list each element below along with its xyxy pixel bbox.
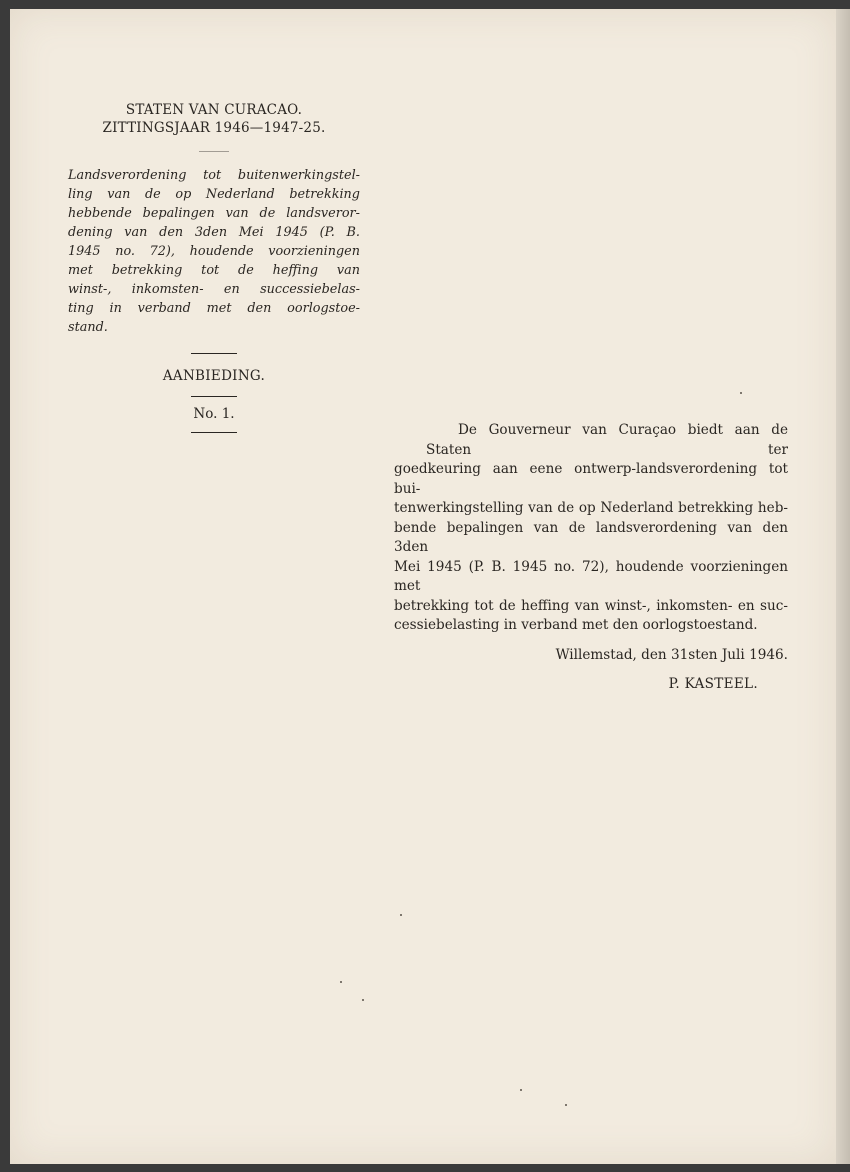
paper-speck — [362, 999, 364, 1001]
body-line: betrekking tot de heffing van winst-, inkomsten- en suc- — [394, 597, 788, 614]
divider — [191, 353, 237, 354]
paper-speck — [740, 392, 742, 394]
section-title: AANBIEDING. — [162, 368, 266, 384]
left-column — [68, 101, 360, 433]
divider — [191, 432, 237, 433]
body-line: Mei 1945 (P. B. 1945 no. 72), houdende voorzieningen met — [394, 558, 788, 594]
signatory: P. KASTEEL. — [668, 676, 758, 692]
subject-line: dening van den 3den Mei 1945 (P. B. — [68, 225, 360, 240]
subject-line: 1945 no. 72), houdende voorzieningen — [68, 244, 360, 259]
subject-line: hebbende bepalingen van de landsveror- — [68, 206, 360, 221]
paper-speck — [520, 1089, 522, 1091]
header-line-1: STATEN VAN CURACAO. — [125, 102, 303, 118]
place-date: Willemstad, den 31sten Juli 1946. — [555, 646, 788, 663]
subject-line: ling van de op Nederland betrekking — [68, 187, 360, 202]
body-line: goedkeuring aan eene ontwerp-landsverordening tot bui- — [394, 461, 788, 497]
paper-speck — [565, 1104, 567, 1106]
paper-speck — [400, 914, 402, 916]
subject-line: ting in verband met den oorlogstoe- — [68, 301, 360, 316]
divider — [191, 396, 237, 397]
faint-divider — [199, 151, 229, 152]
body-line: tenwerkingstelling van de op Nederland betrekking heb- — [394, 500, 788, 516]
subject-title — [68, 166, 360, 337]
body-paragraph — [394, 421, 788, 636]
subject-line: met betrekking tot de heffing van — [68, 263, 360, 278]
header-line-2: ZITTINGSJAAR 1946—1947-25. — [102, 120, 326, 136]
subject-line: winst-, inkomsten- en successiebelas- — [68, 282, 360, 297]
document-header — [68, 101, 360, 137]
page-edge — [836, 9, 850, 1164]
right-column — [394, 421, 788, 695]
body-line: bende bepalingen van de landsverordening van den 3den — [394, 519, 788, 555]
paper-speck — [340, 981, 342, 983]
document-number: No. 1. — [193, 406, 235, 422]
body-line: De Gouverneur van Curaçao biedt aan de Staten ter — [426, 422, 788, 458]
body-line: cessiebelasting in verband met den oorlogstoestand. — [394, 617, 758, 633]
subject-line: Landsverordening tot buitenwerkingstel- — [68, 168, 360, 183]
subject-line: stand. — [68, 320, 108, 335]
document-page — [10, 9, 836, 1164]
